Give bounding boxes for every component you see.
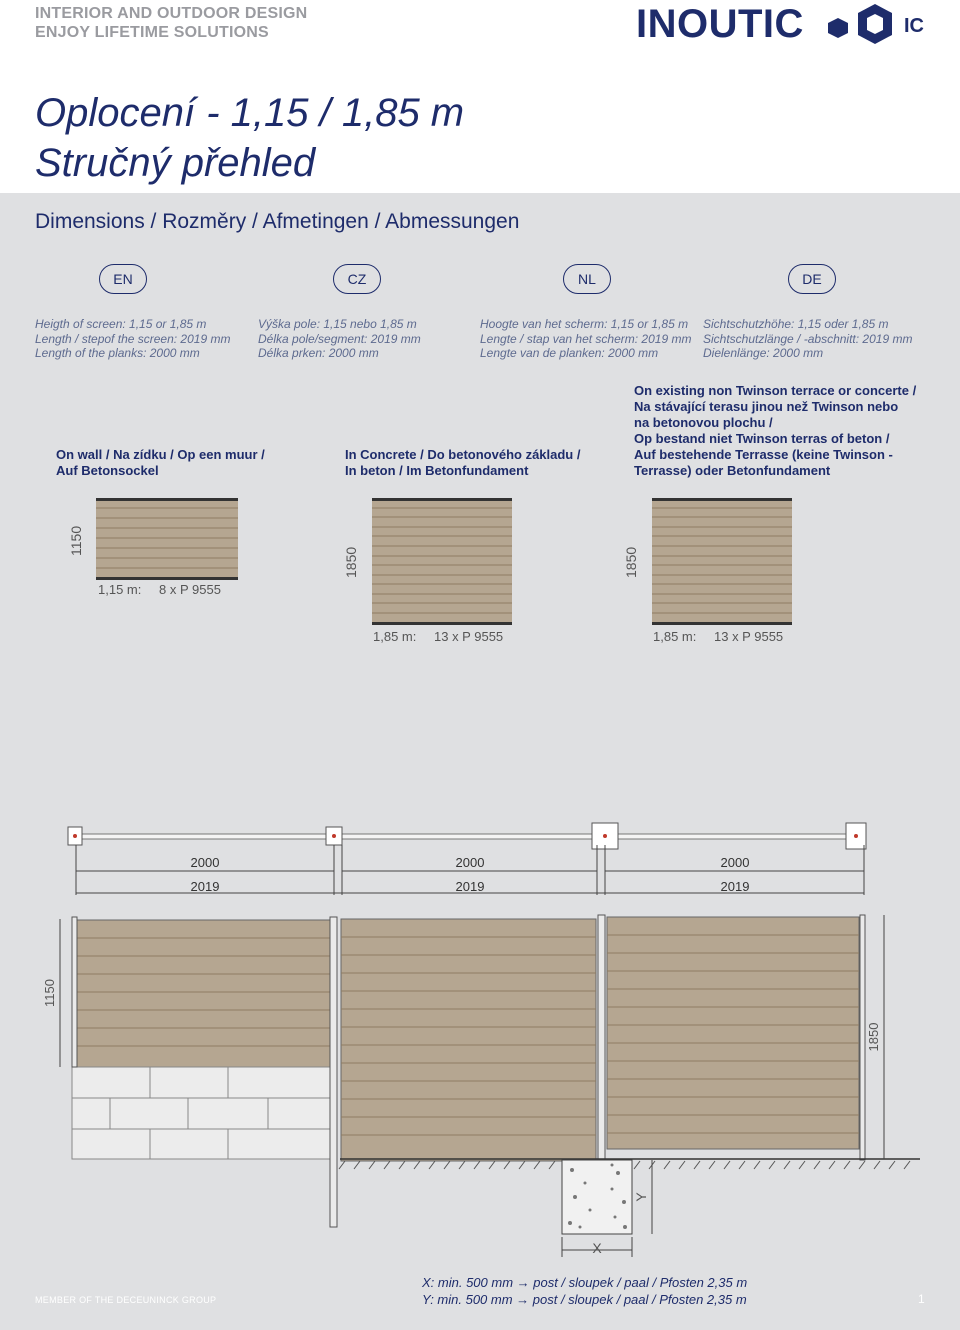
thumb-size-label: 1,15 m: [98,582,142,597]
thumb-plank-count: 13 x P 9555 [434,629,504,644]
tagline-line-1: INTERIOR AND OUTDOOR DESIGN [35,5,308,22]
elevation-drawing [0,905,960,1265]
spec-nl [480,317,691,361]
variant-line: na betonovou plochu / [634,415,773,430]
lang-badge-en: EN [99,264,147,294]
variant-line: Terrasse) oder Betonfundament [634,463,831,478]
page-number: 1 [918,1292,925,1306]
spec-line: Sichtschutzhöhe: 1,15 oder 1,85 m [703,317,889,331]
thumb-height-1850: 1850 [343,546,359,578]
footing-x-label: X [592,1240,602,1256]
variant-line: In beton / Im Betonfundament [345,463,529,478]
page-title [35,88,464,188]
variant-line: In Concrete / Do betonového základu / [345,447,581,462]
screen-thumb-1850-concrete [372,498,512,625]
variant-line: Auf bestehende Terrasse (keine Twinson - [634,447,893,462]
variant-line: Auf Betonsockel [56,463,159,478]
spec-line: Výška pole: 1,15 nebo 1,85 m [258,317,417,331]
elevation-height-1850: 1850 [866,1022,881,1052]
spec-line: Length / stepof the screen: 2019 mm [35,331,231,346]
variant-terrace-heading [634,383,916,479]
thumb-size-label: 1,85 m: [653,629,697,644]
screen-thumb-1150 [96,498,238,580]
footer-note-y: Y: min. 500 mm → post / sloupek / paal / Pfosten 2,35 m [422,1292,747,1307]
screen-length-1: 2019 [190,879,220,894]
lang-badge-cz: CZ [333,264,381,294]
variant-line: Op bestand niet Twinson terras of beton / [634,431,890,446]
variant-concrete-heading [345,447,580,479]
spec-line: Heigth of screen: 1,15 or 1,85 m [35,317,207,331]
spec-line: Lengte van de planken: 2000 mm [480,346,659,360]
variant-wall-heading [56,447,265,479]
footing-y-label: Y [633,1192,649,1202]
thumb-plank-count: 13 x P 9555 [714,629,784,644]
plan-view-drawing [0,815,960,900]
title-line-1: Oplocení - 1,15 / 1,85 m [35,91,465,135]
spec-en [35,317,230,361]
plank-length-3: 2000 [720,855,750,870]
tagline-line-2: ENJOY LIFETIME SOLUTIONS [35,24,269,41]
logo-hexagon-icon [826,2,926,50]
variant-line: On existing non Twinson terrace or concerte / [634,383,917,398]
footer-member-text: MEMBER OF THE DECEUNINCK GROUP [35,1295,217,1305]
spec-line: Sichtschutzlänge / -abschnitt: 2019 mm [703,331,913,346]
dimensions-heading: Dimensions / Rozměry / Afmetingen / Abmessungen [35,210,520,233]
logo-suffix: IC [904,15,924,37]
screen-length-3: 2019 [720,879,750,894]
spec-line: Lengte / stap van het scherm: 2019 mm [480,331,692,346]
screen-thumb-1850-terrace [652,498,792,625]
thumb-plank-count: 8 x P 9555 [159,582,221,597]
variant-line: Na stávající terasu jinou než Twinson nebo [634,399,899,414]
lang-badge-de: DE [788,264,836,294]
spec-line: Dielenlänge: 2000 mm [703,346,824,360]
spec-line: Hoogte van het scherm: 1,15 or 1,85 m [480,317,689,331]
spec-line: Délka prken: 2000 mm [258,346,379,360]
spec-de [703,317,912,361]
variant-line: On wall / Na zídku / Op een muur / [56,447,265,462]
thumb-height-1850: 1850 [623,546,639,578]
tagline [35,4,307,42]
footer-note [422,1274,747,1308]
lang-badge-nl: NL [563,264,611,294]
spec-line: Délka pole/segment: 2019 mm [258,331,421,346]
spec-line: Length of the planks: 2000 mm [35,346,200,360]
title-line-2: Stručný přehled [35,141,316,185]
thumb-size-label: 1,85 m: [373,629,417,644]
screen-length-2: 2019 [455,879,485,894]
footer-note-x: X: min. 500 mm → post / sloupek / paal / Pfosten 2,35 m [422,1275,748,1290]
plank-length-2: 2000 [455,855,485,870]
plank-length-1: 2000 [190,855,220,870]
logo-wordmark: INOUTIC [636,2,804,46]
thumb-height-1150: 1150 [68,525,84,556]
elevation-height-1150: 1150 [42,979,57,1007]
spec-cz [258,317,421,361]
